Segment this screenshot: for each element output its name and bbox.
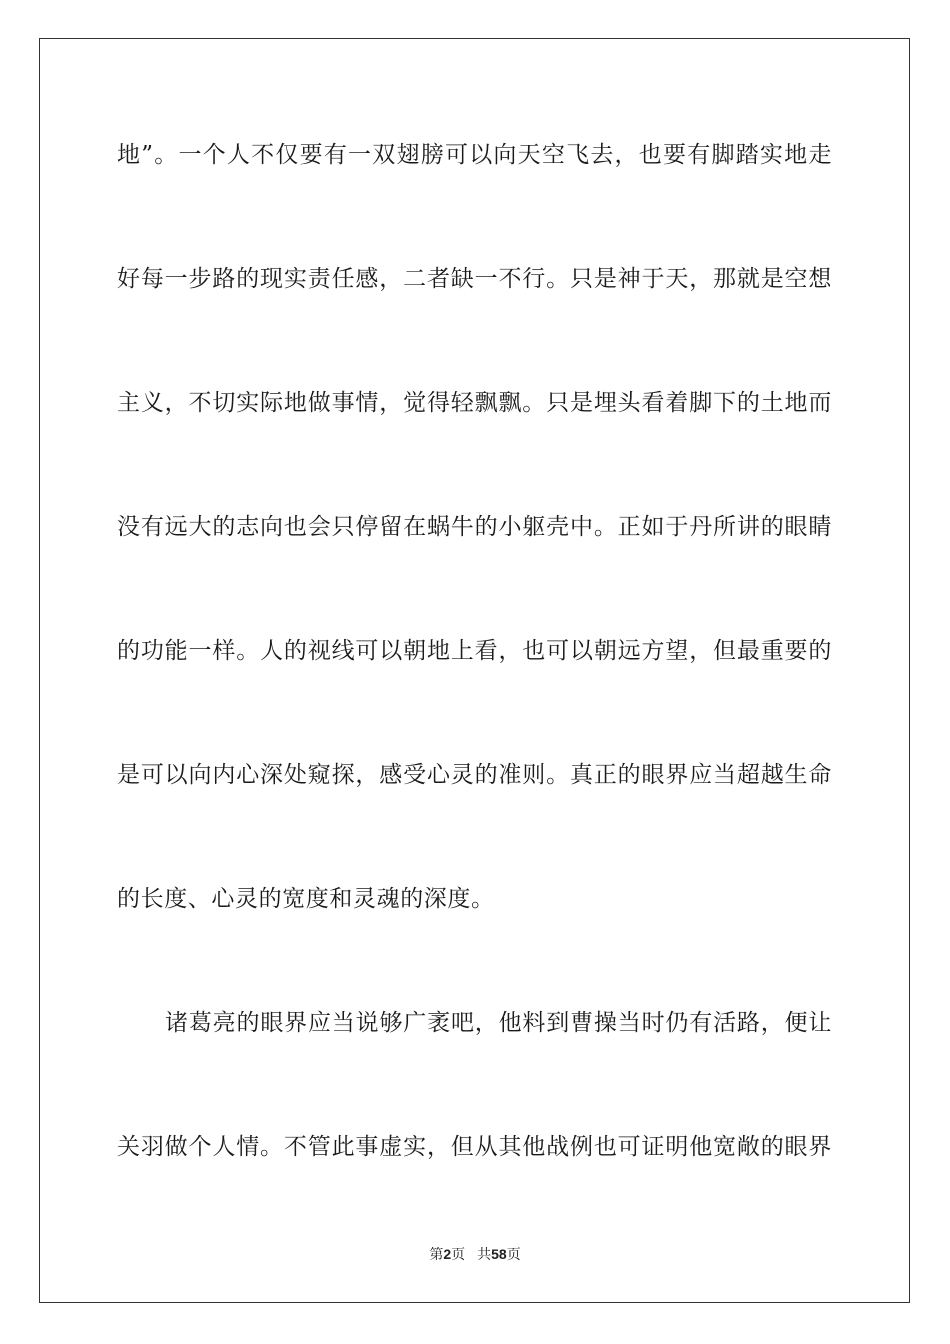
page-number: 2 <box>443 1246 452 1262</box>
paragraph-line: 没有远大的志向也会只停留在蜗牛的小躯壳中。正如于丹所讲的眼睛 <box>117 514 832 540</box>
page-footer <box>0 1244 950 1265</box>
paragraph-line: 是可以向内心深处窥探，感受心灵的准则。真正的眼界应当超越生命 <box>117 762 832 788</box>
paragraph-line: 关羽做个人情。不管此事虚实，但从其他战例也可证明他宽敞的眼界 <box>117 1134 832 1160</box>
paragraph-line: 地”。一个人不仅要有一双翅膀可以向天空飞去，也要有脚踏实地走 <box>117 142 832 168</box>
total-prefix: 共 <box>477 1247 492 1263</box>
total-suffix: 页 <box>506 1247 521 1263</box>
paragraph-line: 主义，不切实际地做事情，觉得轻飘飘。只是埋头看着脚下的土地而 <box>117 390 832 416</box>
page-prefix: 第 <box>429 1247 444 1263</box>
paragraph-line: 的功能一样。人的视线可以朝地上看，也可以朝远方望，但最重要的 <box>117 638 832 664</box>
paragraph-line: 的长度、心灵的宽度和灵魂的深度。 <box>117 886 495 912</box>
paragraph-line: 好每一步路的现实责任感，二者缺一不行。只是神于天，那就是空想 <box>117 266 832 292</box>
total-pages: 58 <box>491 1246 507 1262</box>
page-suffix: 页 <box>451 1247 466 1263</box>
paragraph-line: 诸葛亮的眼界应当说够广袤吧，他料到曹操当时仍有活路，便让 <box>165 1010 832 1036</box>
